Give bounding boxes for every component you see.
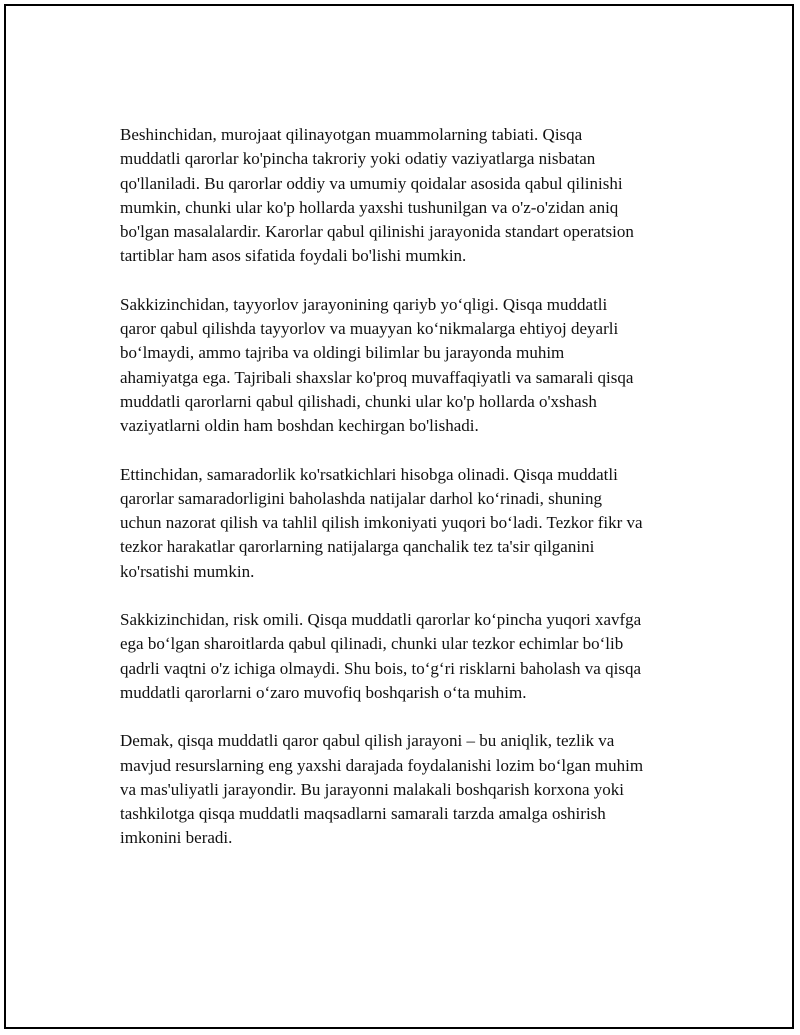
paragraph-performance-indicators: Ettinchidan, samaradorlik ko'rsatkichlari hisobga olinadi. Qisqa muddatli qarorlar samaradorligini baholashda natijalar darhol ko‘rinadi, shuning uchun nazorat qilish va tahlil qilish imkoniyati yuqori bo‘ladi. Tezkor fikr va tezkor harakatlar qarorlarning natijalarga qanchalik tez ta'sir qilganini ko'rsatishi mumkin. [120,464,643,581]
paragraph-preparation-process: Sakkizinchidan, tayyorlov jarayonining qariyb yo‘qligi. Qisqa muddatli qaror qabul qilishda tayyorlov va muayyan ko‘nikmalarga ehtiyoj deyarli bo‘lmaydi, ammo tajriba va oldingi bilimlar bu jarayonda muhim ahamiyatga ega. Tajribali shaxslar ko'proq muvaffaqiyatli va samarali qisqa muddatli qarorlarni qabul qilishadi, chunki ular ko'p hollarda o'xshash vaziyatlarni oldin ham boshdan kechirgan bo'lishadi. [120,294,634,436]
paragraph-fifthly-nature-of-problems: Beshinchidan, murojaat qilinayotgan muammolarning tabiati. Qisqa muddatli qarorlar ko'pincha takroriy yoki odatiy vaziyatlarga nisbatan qo'llaniladi. Bu qarorlar oddiy va umumiy qoidalar asosida qabul qilinishi mumkin, chunki ular ko'p hollarda yaxshi tushunilgan va o'z-o'zidan aniq bo'lgan masalalardir. Karorlar qabul qilinishi jarayonida standart operatsion tartiblar ham asos sifatida foydali bo'lishi mumkin. [120,125,634,266]
paragraph-risk-factor: Sakkizinchidan, risk omili. Qisqa muddatli qarorlar ko‘pincha yuqori xavfga ega bo‘lgan sharoitlarda qabul qilinadi, chunki ular tezkor echimlar bo‘lib qadrli vaqtni o'z ichiga olmaydi. Shu bois, to‘g‘ri risklarni baholash va qisqa muddatli qarorlarni o‘zaro muvofiq boshqarish o‘ta muhim. [120,610,642,702]
document-body [120,123,698,875]
paragraph-conclusion: Demak, qisqa muddatli qaror qabul qilish jarayoni – bu aniqlik, tezlik va mavjud resurslarning eng yaxshi darajada foydalanishi lozim bo‘lgan muhim va mas'uliyatli jarayondir. Bu jarayonni malakali boshqarish korxona yoki tashkilotga qisqa muddatli maqsadlarni samarali tarzda amalga oshirish imkonini beradi. [120,731,644,848]
page-border [4,4,794,1029]
